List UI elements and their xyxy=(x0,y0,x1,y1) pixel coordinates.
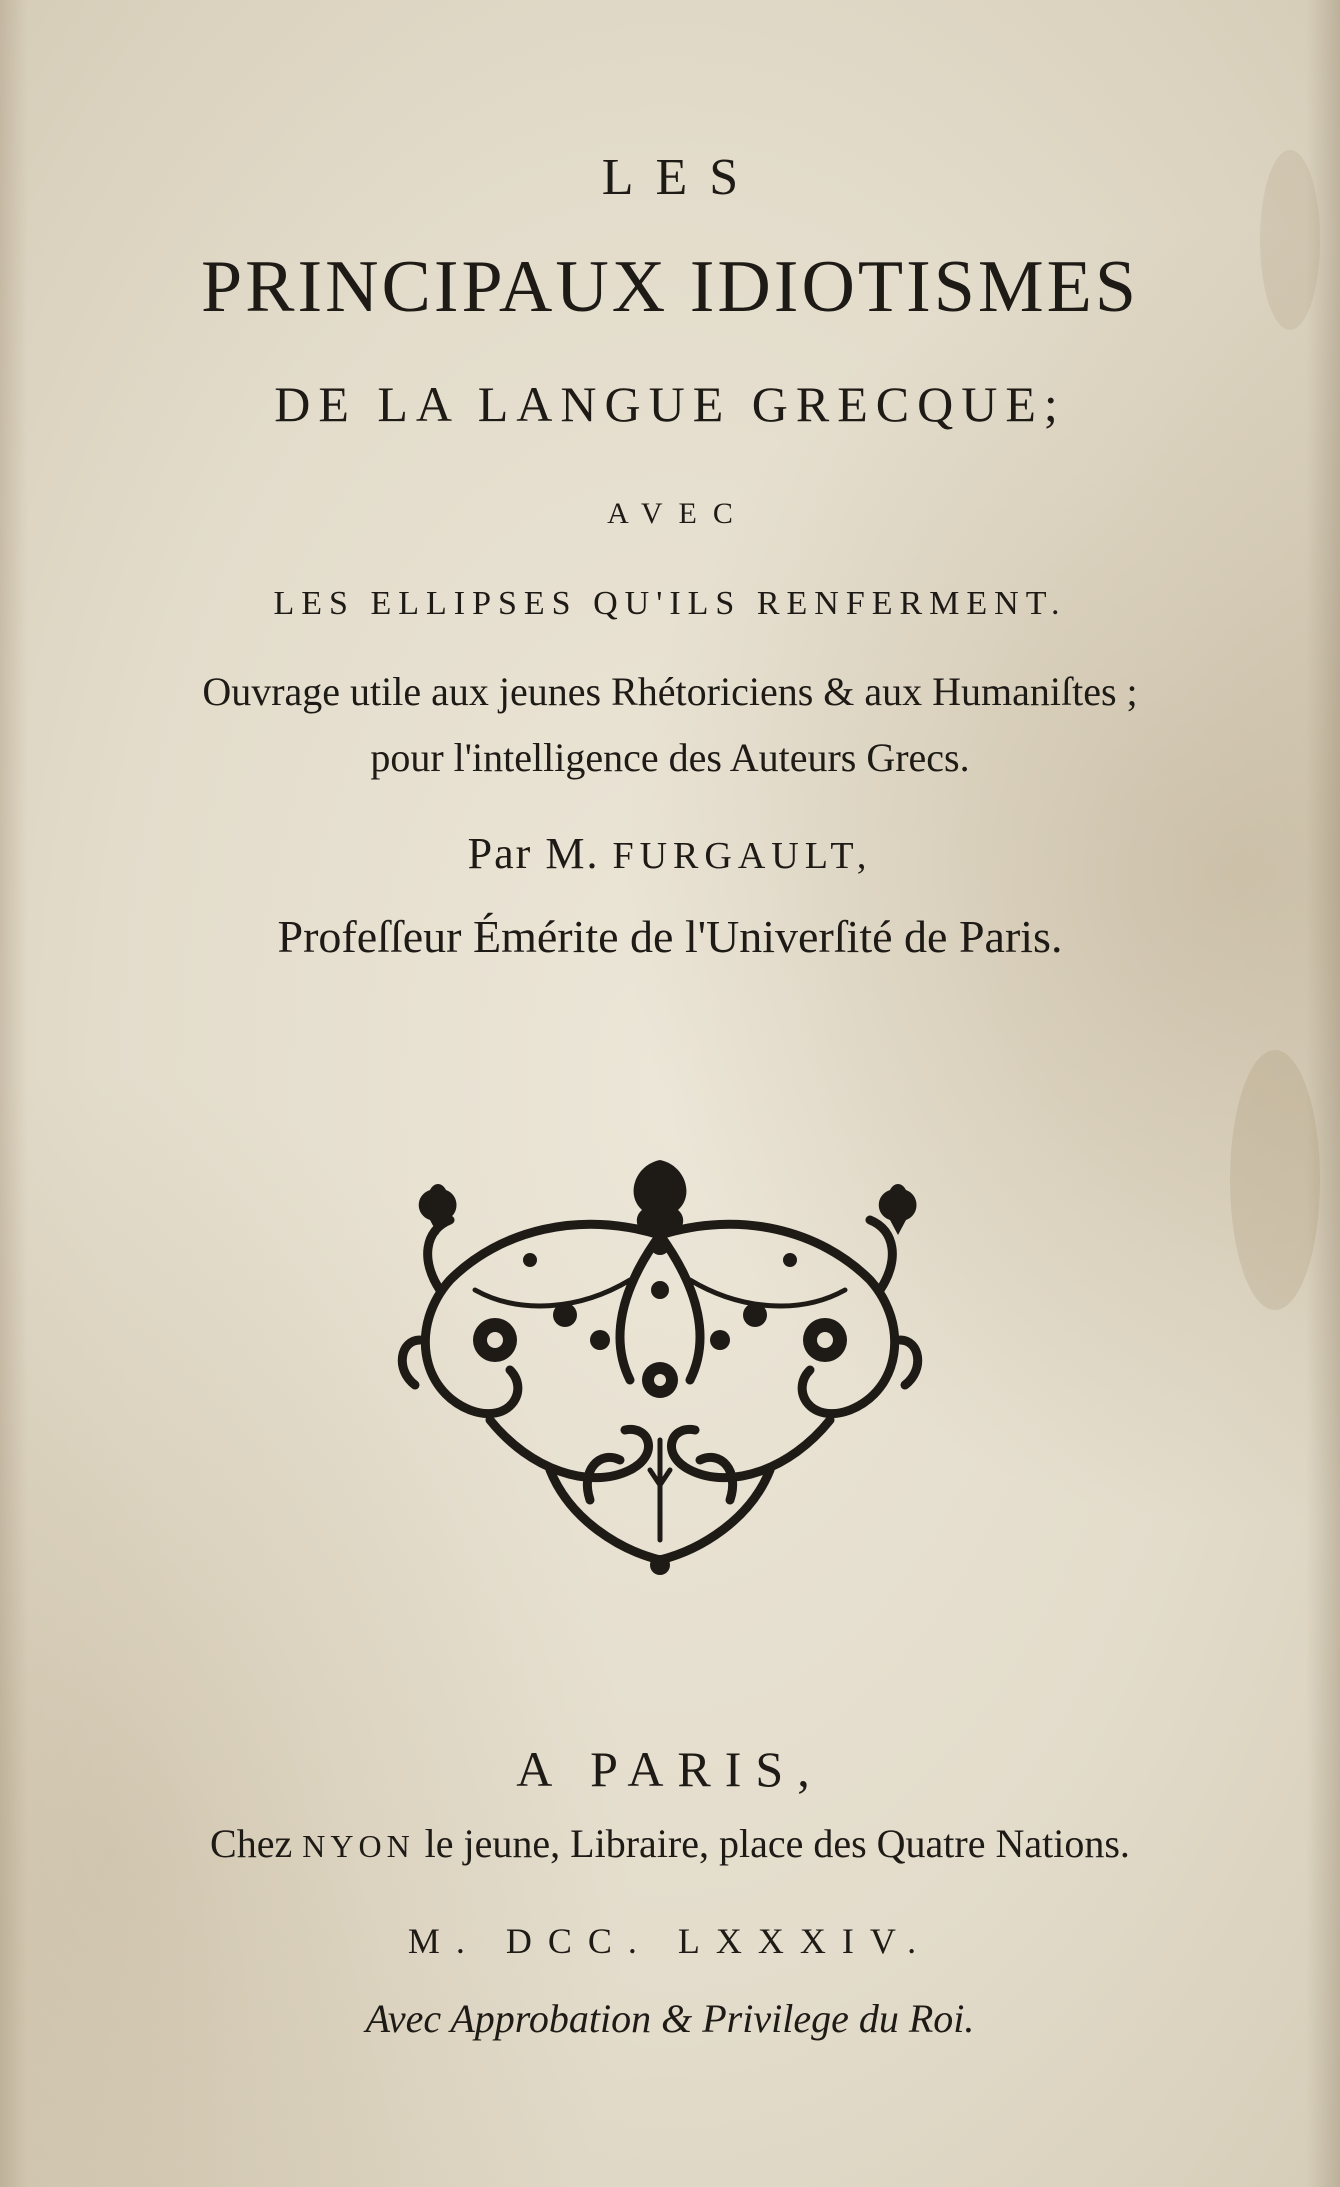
title-principaux-idiotismes: PRINCIPAUX IDIOTISMES xyxy=(200,246,1140,328)
description-pour: pour l'intelligence des Auteurs Grecs. xyxy=(370,735,970,780)
author-line xyxy=(0,828,1340,879)
author-name: FURGAULT, xyxy=(612,835,873,877)
imprint-date: M. DCC. LXXXIV. xyxy=(407,1921,933,1961)
author-prefix: Par M. xyxy=(467,829,600,878)
imprint-address: le jeune, Libraire, place des Quatre Nations. xyxy=(424,1821,1130,1866)
imprint-approbation: Avec Approbation & Privilege du Roi. xyxy=(365,1996,975,2041)
title-langue-grecque: DE LA LANGUE GRECQUE; xyxy=(274,376,1066,432)
description-ouvrage: Ouvrage utile aux jeunes Rhétoriciens & aux Humaniſtes ; xyxy=(202,669,1138,714)
imprint-city: A PARIS, xyxy=(516,1741,824,1797)
imprint-printer-line xyxy=(0,1820,1340,1867)
floral-vignette-icon xyxy=(380,1140,940,1580)
author-title: Profeſſeur Émérite de l'Univerſité de Paris. xyxy=(277,911,1063,962)
imprint-chez: Chez xyxy=(210,1821,293,1866)
title-ellipses: LES ELLIPSES QU'ILS RENFERMENT. xyxy=(273,585,1067,622)
title-les: LES xyxy=(601,149,761,206)
paper-stain xyxy=(1230,1050,1320,1310)
imprint-printer-name: NYON xyxy=(302,1828,415,1864)
title-avec: AVEC xyxy=(607,497,749,530)
